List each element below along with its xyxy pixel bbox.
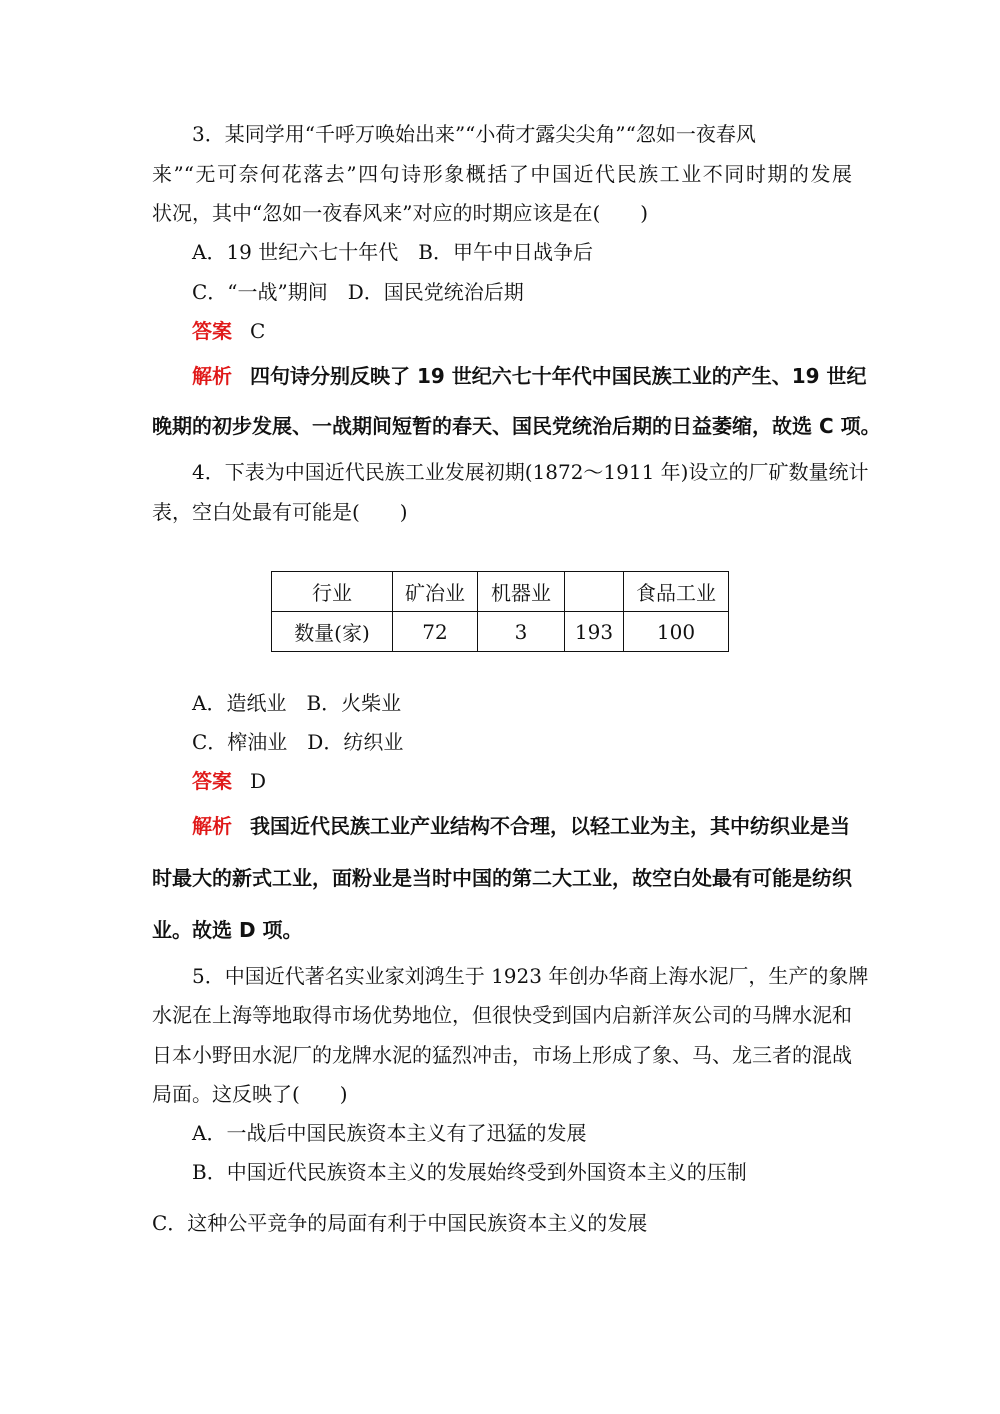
q4-stem-line-1: 4．下表为中国近代民族工业发展初期(1872～1911 年)设立的厂矿数量统计 — [192, 460, 869, 484]
answer-value: D — [250, 769, 267, 793]
q5-option-a: A．一战后中国民族资本主义有了迅猛的发展 — [192, 1121, 587, 1145]
q3-options-ab: A．19 世纪六七十年代 B．甲午中日战争后 — [192, 240, 593, 264]
q4-options-ab: A．造纸业 B．火柴业 — [192, 691, 402, 715]
q5-stem-line-3: 日本小野田水泥厂的龙牌水泥的猛烈冲击，市场上形成了象、马、龙三者的混战 — [152, 1043, 852, 1067]
q3-analysis-line-1 — [192, 362, 867, 390]
q4-options-cd: C．榨油业 D．纺织业 — [192, 730, 404, 754]
table-cell: 72 — [393, 612, 478, 652]
q4-analysis-line-1 — [192, 812, 850, 840]
q5-option-c: C．这种公平竞争的局面有利于中国民族资本主义的发展 — [152, 1211, 648, 1235]
q3-answer — [192, 317, 265, 345]
q4-answer — [192, 767, 266, 795]
q3-stem-line-2: 来”“无可奈何花落去”四句诗形象概括了中国近代民族工业不同时期的发展 — [152, 162, 852, 186]
q4-analysis-line-2: 时最大的新式工业，面粉业是当时中国的第二大工业，故空白处最有可能是纺织 — [152, 866, 852, 890]
table-header-cell: 机器业 — [478, 572, 565, 612]
analysis-label: 解析 — [192, 814, 232, 838]
table-header-cell: 食品工业 — [624, 572, 729, 612]
answer-label: 答案 — [192, 319, 232, 343]
table-cell: 数量(家) — [272, 612, 393, 652]
factory-count-table — [271, 571, 729, 652]
table-row — [272, 612, 729, 652]
table-cell: 193 — [565, 612, 624, 652]
analysis-text: 四句诗分别反映了 19 世纪六七十年代中国民族工业的产生、19 世纪 — [250, 364, 867, 388]
q4-analysis-line-3: 业。故选 D 项。 — [152, 918, 303, 942]
q5-stem-line-1: 5．中国近代著名实业家刘鸿生于 1923 年创办华商上海水泥厂，生产的象牌 — [192, 964, 869, 988]
table-header-cell-blank — [565, 572, 624, 612]
table-cell: 100 — [624, 612, 729, 652]
table-cell: 3 — [478, 612, 565, 652]
q4-stem-line-2: 表，空白处最有可能是( ) — [152, 500, 408, 524]
q5-stem-line-4: 局面。这反映了( ) — [152, 1082, 348, 1106]
answer-value: C — [250, 319, 266, 343]
analysis-label: 解析 — [192, 364, 232, 388]
table-header-cell: 行业 — [272, 572, 393, 612]
analysis-text: 我国近代民族工业产业结构不合理，以轻工业为主，其中纺织业是当 — [250, 814, 850, 838]
q3-options-cd: C．“一战”期间 D．国民党统治后期 — [192, 280, 524, 304]
q5-option-b: B．中国近代民族资本主义的发展始终受到外国资本主义的压制 — [192, 1160, 747, 1184]
table-header-cell: 矿冶业 — [393, 572, 478, 612]
q3-stem-line-3: 状况，其中“忽如一夜春风来”对应的时期应该是在( ) — [152, 201, 649, 225]
answer-label: 答案 — [192, 769, 232, 793]
q5-stem-line-2: 水泥在上海等地取得市场优势地位，但很快受到国内启新洋灰公司的马牌水泥和 — [152, 1003, 852, 1027]
q3-stem-line-1: 3．某同学用“千呼万唤始出来”“小荷才露尖尖角”“忽如一夜春风 — [192, 122, 756, 146]
q3-analysis-line-2: 晚期的初步发展、一战期间短暂的春天、国民党统治后期的日益萎缩，故选 C 项。 — [152, 414, 881, 438]
table-header-row — [272, 572, 729, 612]
